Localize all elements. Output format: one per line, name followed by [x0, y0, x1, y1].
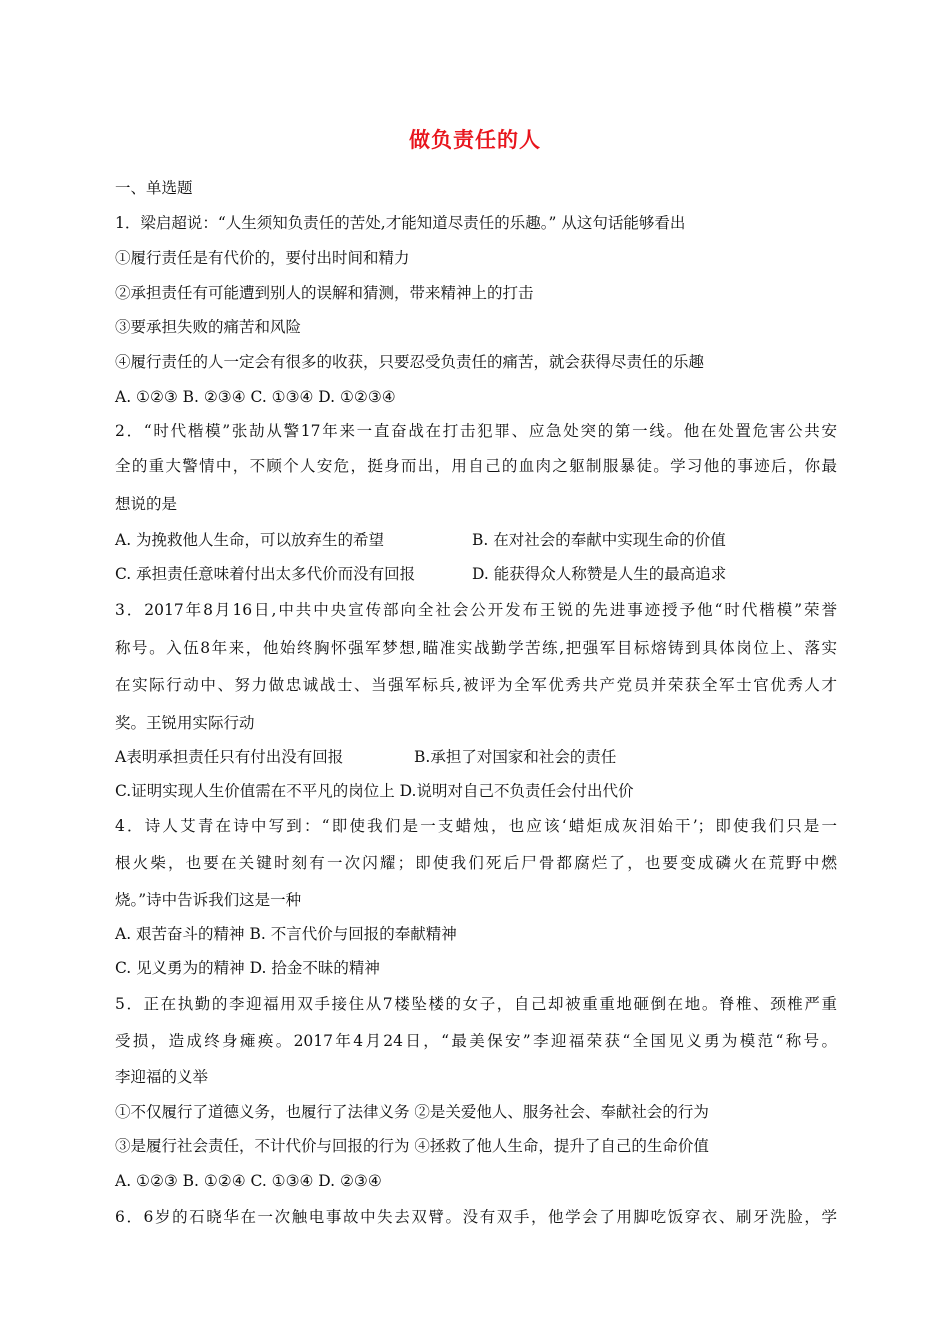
q1-statement-2: ②承担责任有可能遭到别人的误解和猜测，带来精神上的打击	[115, 284, 534, 302]
q5-stem-line-3: 李迎福的义举	[115, 1068, 209, 1086]
q5-stem-line-1: 5．正在执勤的李迎福用双手接住从7楼坠楼的女子，自己却被重重地砸倒在地。脊椎、颈椎严重	[115, 995, 837, 1013]
q4-options-cd: C. 见义勇为的精神 D. 拾金不昧的精神	[115, 959, 380, 977]
q2-stem-line-1: 2．“时代楷模”张劼从警17年来一直奋战在打击犯罪、应急处突的第一线。他在处置危害公共安	[115, 422, 837, 440]
q2-option-a: A. 为挽救他人生命，可以放弃生的希望	[115, 531, 385, 549]
q6-stem-line-1: 6．6岁的石晓华在一次触电事故中失去双臂。没有双手，他学会了用脚吃饭穿衣、刷牙洗脸，学	[115, 1208, 837, 1226]
document-title: 做负责任的人	[409, 128, 541, 152]
q3-stem-line-3: 在实际行动中、努力做忠诚战士、当强军标兵,被评为全军优秀共产党员并荣获全军士官优秀人才	[115, 676, 837, 694]
q1-statement-1: ①履行责任是有代价的，要付出时间和精力	[115, 249, 410, 267]
q1-statement-4: ④履行责任的人一定会有很多的收获，只要忍受负责任的痛苦，就会获得尽责任的乐趣	[115, 353, 705, 371]
q3-stem-line-2: 称号。入伍8年来，他始终胸怀强军梦想,瞄准实战勤学苦练,把强军目标熔铸到具体岗位上、落实	[115, 639, 837, 657]
q1-statement-3: ③要承担失败的痛苦和风险	[115, 318, 302, 336]
q2-stem-line-2: 全的重大警情中，不顾个人安危，挺身而出，用自己的血肉之躯制服暴徒。学习他的事迹后，你最	[115, 457, 837, 475]
q2-option-b: B. 在对社会的奉献中实现生命的价值	[472, 531, 726, 549]
q5-stem-line-2: 受损，造成终身瘫痪。2017年4月24日，“最美保安”李迎福荣获“全国见义勇为模范“称号。	[115, 1032, 837, 1050]
q4-options-ab: A. 艰苦奋斗的精神 B. 不言代价与回报的奉献精神	[115, 925, 457, 943]
q5-options: A. ①②③ B. ①②④ C. ①③④ D. ②③④	[115, 1172, 382, 1190]
q4-stem-line-3: 烧。”诗中告诉我们这是一种	[115, 891, 302, 909]
q2-option-d: D. 能获得众人称赞是人生的最高追求	[472, 565, 727, 583]
q3-option-cd: C.证明实现人生价值需在不平凡的岗位上 D.说明对自己不负责任会付出代价	[115, 782, 634, 800]
q3-option-a: A表明承担责任只有付出没有回报	[115, 748, 344, 766]
q5-statements-34: ③是履行社会责任，不计代价与回报的行为 ④拯救了他人生命，提升了自己的生命价值	[115, 1137, 709, 1155]
q4-stem-line-2: 根火柴，也要在关键时刻有一次闪耀；即使我们死后尸骨都腐烂了，也要变成磷火在荒野中燃	[115, 854, 837, 872]
q4-stem-line-1: 4．诗人艾青在诗中写到：“即使我们是一支蜡烛，也应该‘蜡炬成灰泪始干’；即使我们只是一	[115, 817, 837, 835]
q3-option-b: B.承担了对国家和社会的责任	[414, 748, 617, 766]
q3-stem-line-4: 奖。王锐用实际行动	[115, 714, 255, 732]
q2-option-c: C. 承担责任意味着付出太多代价而没有回报	[115, 565, 416, 583]
q1-options: A. ①②③ B. ②③④ C. ①③④ D. ①②③④	[115, 388, 396, 406]
q2-stem-line-3: 想说的是	[115, 495, 178, 513]
q3-stem-line-1: 3．2017年8月16日,中共中央宣传部向全社会公开发布王锐的先进事迹授予他“时代楷模”荣誉	[115, 601, 837, 619]
section-heading: 一、单选题	[115, 179, 193, 197]
q5-statements-12: ①不仅履行了道德义务，也履行了法律义务 ②是关爱他人、服务社会、奉献社会的行为	[115, 1103, 709, 1121]
q1-stem: 1．梁启超说：“人生须知负责任的苦处,才能知道尽责任的乐趣。” 从这句话能够看出	[115, 214, 686, 232]
